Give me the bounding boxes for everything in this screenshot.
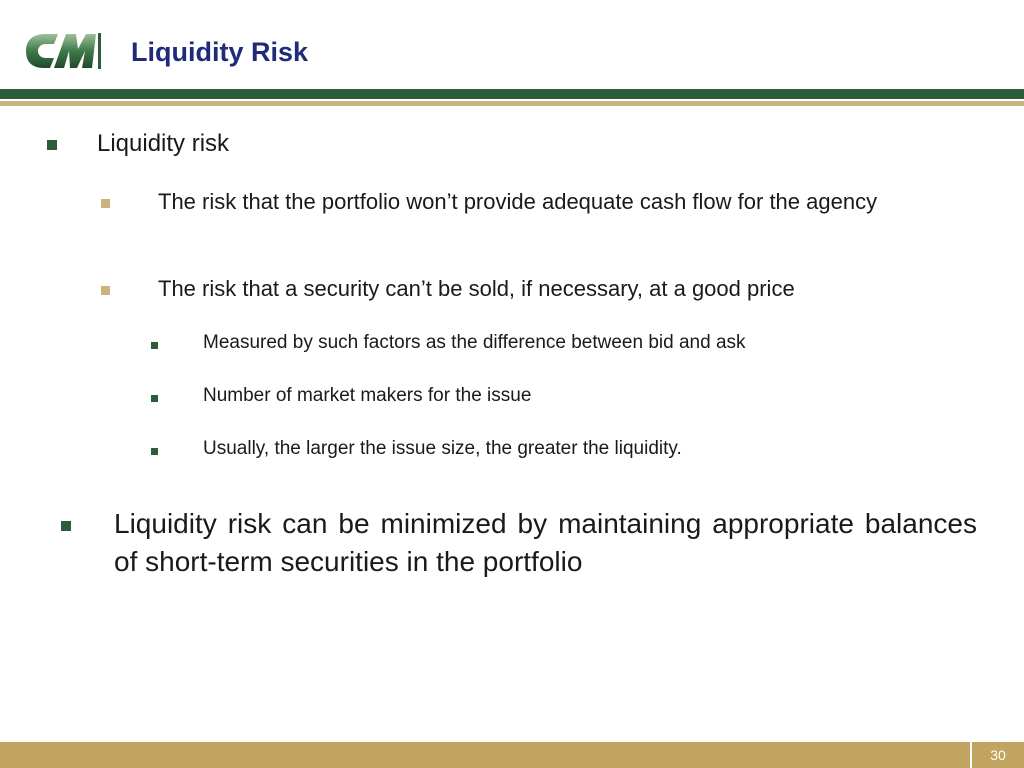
sub-sub-bullet-text: Number of market makers for the issue	[203, 385, 532, 406]
bullet-icon	[47, 140, 57, 150]
sub-bullet-icon	[101, 286, 110, 295]
sub-bullet-text: The risk that the portfolio won’t provide adequate cash flow for the agency	[158, 189, 878, 214]
footer-separator	[970, 742, 972, 768]
sub-sub-bullet-icon	[151, 448, 158, 455]
sub-sub-bullet-text: Usually, the larger the issue size, the greater the liquidity.	[203, 438, 682, 459]
bullet-icon	[61, 521, 71, 531]
bullet-text: Liquidity risk can be minimized by maintaining appropriate balances of short-term securities in the portfolio	[114, 508, 977, 577]
page-title: Liquidity Risk	[131, 37, 309, 67]
sub-sub-bullet-text: Measured by such factors as the difference between bid and ask	[203, 332, 746, 353]
sub-sub-bullet-icon	[151, 342, 158, 349]
sub-bullet-icon	[101, 199, 110, 208]
page-number: 30	[990, 747, 1006, 763]
header-rule-green	[0, 89, 1024, 99]
sub-bullet-text: The risk that a security can’t be sold, if necessary, at a good price	[158, 276, 795, 301]
sub-sub-bullet-icon	[151, 395, 158, 402]
cm-logo	[24, 31, 104, 71]
bullet-text: Liquidity risk	[97, 130, 230, 157]
footer-bar	[0, 742, 1024, 768]
header-rule-gold	[0, 101, 1024, 106]
